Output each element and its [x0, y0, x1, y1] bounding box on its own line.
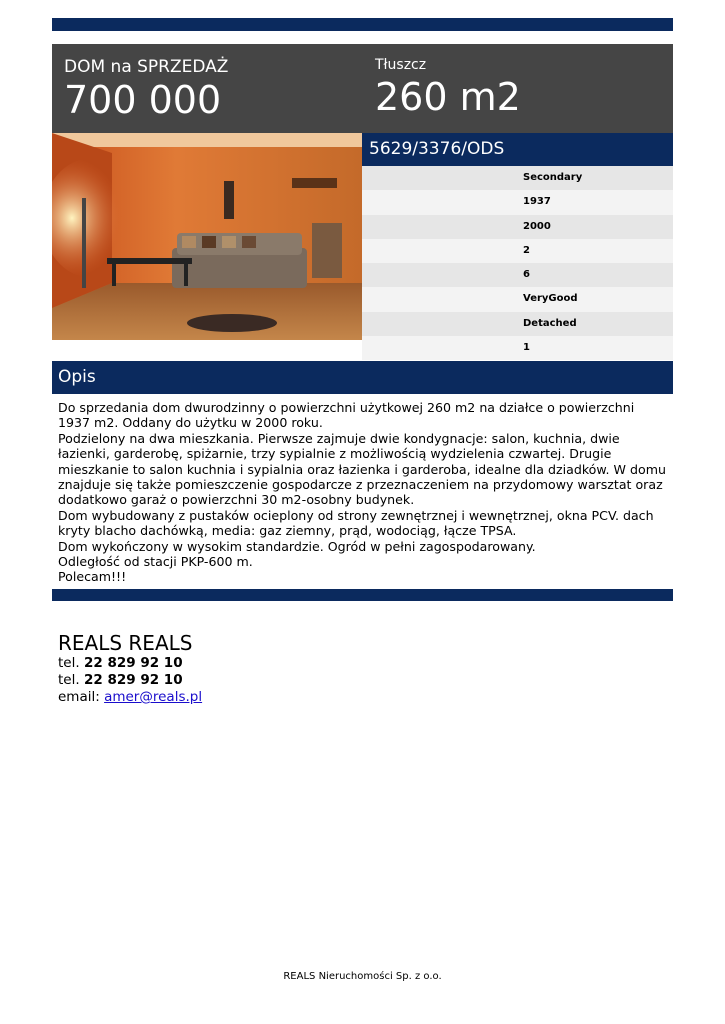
- description-paragraph: Odległość od stacji PKP-600 m.: [58, 554, 253, 570]
- email-line: [58, 689, 202, 706]
- footer-company: REALS Nieruchomości Sp. z o.o.: [283, 971, 442, 982]
- description-text: [58, 400, 668, 585]
- agent-name: REALS REALS: [58, 631, 193, 655]
- property-photo: [52, 133, 362, 340]
- property-row: VeryGood: [362, 287, 673, 311]
- description-paragraph: Podzielony na dwa mieszkania. Pierwsze zajmuje dwie kondygnacje: salon, kuchnia, dwie łazienki, garderobę, spiżarnie, trzy sypialnie z możliwością wydzielenia czwartej. Drugie mieszkanie to salon kuchnia i sypialnia oraz łazienka i garderoba, idealne dla dziadków. W domu znajduje się także pomieszczenie gospodarcze z przeznaczeniem na przydomowy warsztat oraz dodatkowo garaż o powierzchni 30 m2-osobny budynek.: [58, 430, 666, 508]
- phone-line: [58, 672, 202, 689]
- listing-price: 700 000: [64, 78, 222, 122]
- description-heading: Opis: [52, 361, 673, 394]
- property-row: 6: [362, 263, 673, 287]
- property-details-table: [362, 166, 673, 360]
- email-label: email:: [58, 689, 100, 705]
- description-paragraph: Polecam!!!: [58, 569, 127, 585]
- phone-number: 22 829 92 10: [83, 672, 183, 688]
- property-row: 2000: [362, 215, 673, 239]
- property-row: 2: [362, 239, 673, 263]
- description-paragraph: Dom wybudowany z pustaków ocieplony od strony zewnętrznej i wewnętrznej, okna PCV. dach kryty blacho dachówką, media: gaz ziemny, prąd, wodociąg, łącze TPSA.: [58, 507, 654, 539]
- bottom-bar: [52, 589, 673, 601]
- property-row: Detached: [362, 312, 673, 336]
- agent-contact: [58, 631, 202, 706]
- reference-number: 5629/3376/ODS: [362, 133, 673, 166]
- top-bar: [52, 18, 673, 31]
- listing-type: DOM na SPRZEDAŻ: [64, 57, 229, 77]
- property-row: Secondary: [362, 166, 673, 190]
- location-label: Tłuszcz: [375, 57, 427, 73]
- listing-area: 260 m2: [375, 75, 521, 119]
- listing-header: [52, 44, 673, 133]
- phone-number: 22 829 92 10: [83, 655, 183, 671]
- tel-label: tel.: [58, 672, 80, 688]
- email-link[interactable]: amer@reals.pl: [104, 689, 203, 705]
- property-row: 1: [362, 336, 673, 360]
- description-paragraph: Dom wykończony w wysokim standardzie. Ogród w pełni zagospodarowany.: [58, 538, 536, 554]
- phone-line: [58, 655, 202, 672]
- property-row: 1937: [362, 190, 673, 214]
- tel-label: tel.: [58, 655, 80, 671]
- description-paragraph: Do sprzedania dom dwurodzinny o powierzchni użytkowej 260 m2 na działce o powierzchni 1937 m2. Oddany do użytku w 2000 roku.: [58, 400, 635, 431]
